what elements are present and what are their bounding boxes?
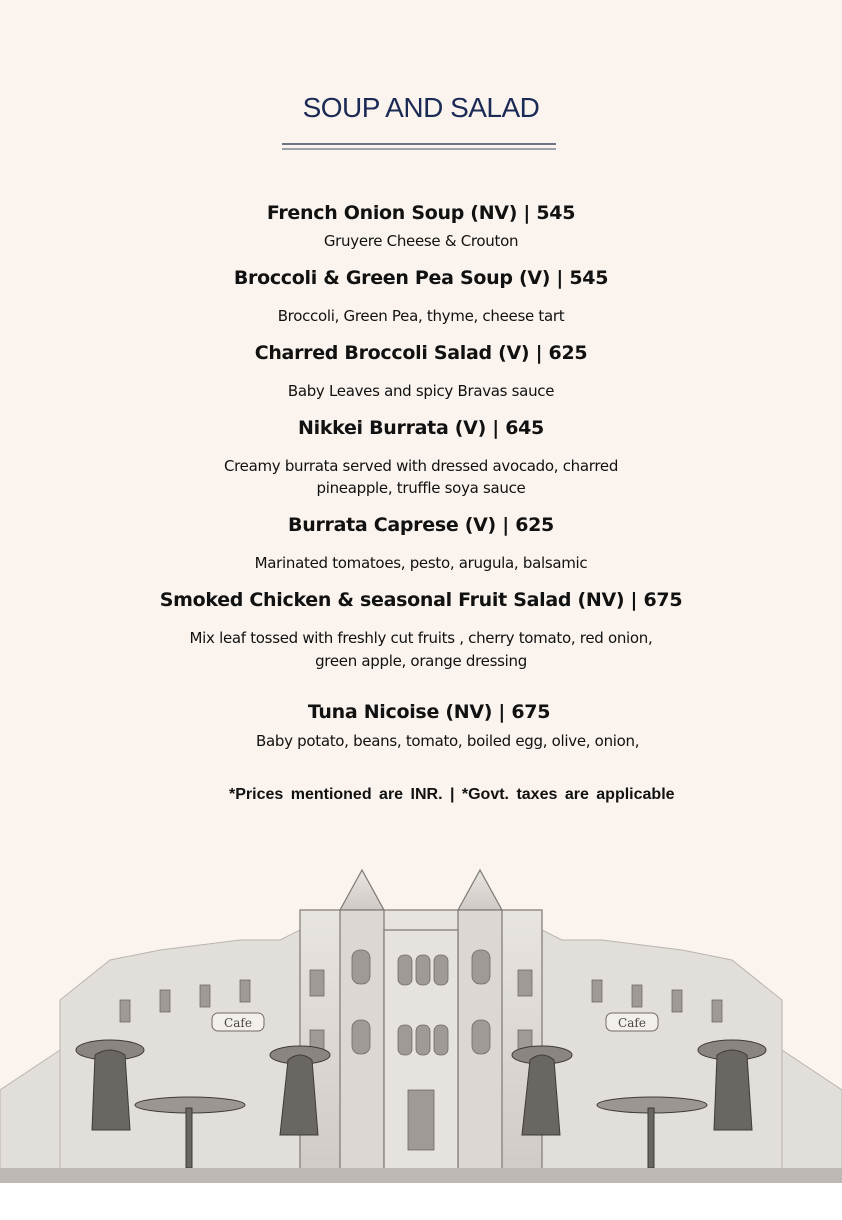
menu-item-name: Smoked Chicken & seasonal Fruit Salad (NV) | 675 [159,589,683,611]
menu-item-name: Charred Broccoli Salad (V) | 625 [254,342,588,364]
menu-item-description: Marinated tomatoes, pesto, arugula, balsamic [254,554,588,572]
title-divider-lower [282,148,556,150]
menu-item-name: French Onion Soup (NV) | 545 [266,202,576,224]
menu-item-description: Baby Leaves and spicy Bravas sauce [287,382,555,400]
menu-item-description: Gruyere Cheese & Crouton [323,232,519,250]
menu-item-description: Creamy burrata served with dressed avocado, charred [223,457,619,475]
price-footnote: *Prices mentioned are INR. | *Govt. taxes are applicable [229,786,675,803]
cafe-sign-right: Cafe [618,1016,646,1030]
menu-item-name: Tuna Nicoise (NV) | 675 [307,701,551,723]
menu-item-description: Mix leaf tossed with freshly cut fruits , cherry tomato, red onion, [189,629,653,647]
menu-item-description: green apple, orange dressing [315,652,527,670]
menu-item-name: Nikkei Burrata (V) | 645 [298,417,544,439]
menu-item-name: Burrata Caprese (V) | 625 [288,514,554,536]
cafe-sign-left: Cafe [224,1016,252,1030]
menu-item-description: pineapple, truffle soya sauce [316,479,526,497]
menu-item-name: Broccoli & Green Pea Soup (V) | 545 [233,267,609,289]
title-divider [282,143,556,145]
cafe-street-illustration [0,850,842,1183]
menu-item-description: Broccoli, Green Pea, thyme, cheese tart [277,307,565,325]
page-title: SOUP AND SALAD [302,92,540,123]
menu-item-description: Baby potato, beans, tomato, boiled egg, olive, onion, [256,732,640,750]
